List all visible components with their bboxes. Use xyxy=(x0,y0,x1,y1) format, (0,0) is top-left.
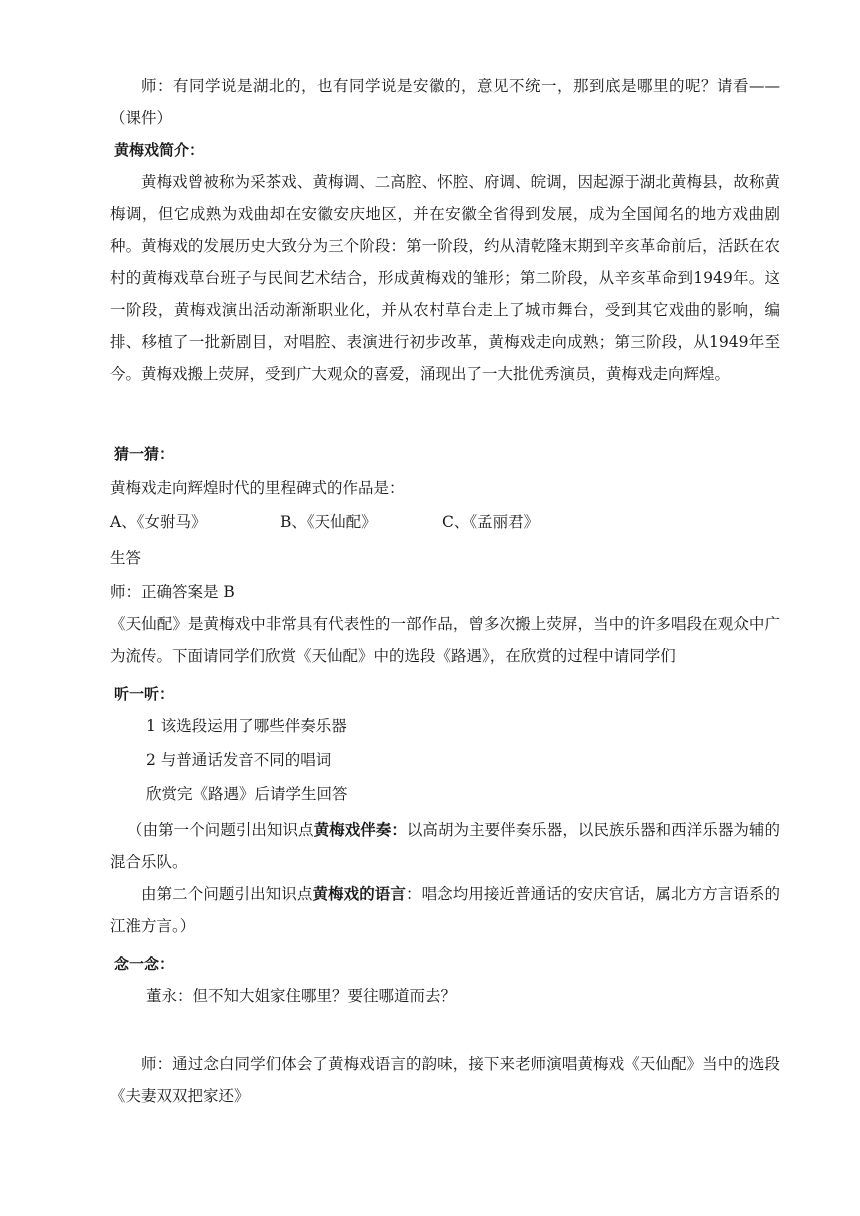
listen-question-1: 1 该选段运用了哪些伴奏乐器 xyxy=(146,717,347,735)
closing-paragraph: 师：通过念白同学们体会了黄梅戏语言的韵味，接下来老师演唱黄梅戏《天仙配》当中的选段《夫妻双双把家还》 xyxy=(110,1055,780,1105)
heading-introduction: 黄梅戏简介： xyxy=(114,141,205,159)
choice-c: C、《孟丽君》 xyxy=(442,513,540,531)
keypoint-language: 黄梅戏的语言 xyxy=(312,885,406,903)
tianxianpei-paragraph: 《天仙配》是黄梅戏中非常具有代表性的一部作品，曾多次搬上荧屏，当中的许多唱段在观众中广为流传。下面请同学们欣赏《天仙配》中的选段《路遇》，在欣赏的过程中请同学们 xyxy=(110,615,780,665)
heading-recite: 念一念： xyxy=(114,955,175,973)
recite-line: 董永：但不知大姐家住哪里？要往哪道而去？ xyxy=(146,987,457,1005)
heading-guess: 猜一猜： xyxy=(114,445,175,463)
guess-question: 黄梅戏走向辉煌时代的里程碑式的作品是： xyxy=(110,479,405,497)
choice-b: B、《天仙配》 xyxy=(280,513,377,531)
choice-a: A、《女驸马》 xyxy=(110,513,207,531)
choice-list xyxy=(110,506,780,538)
introduction-body: 黄梅戏曾被称为采茶戏、黄梅调、二高腔、怀腔、府调、皖调，因起源于湖北黄梅县，故称黄梅调，但它成熟为戏曲却在安徽安庆地区，并在安徽全省得到发展，成为全国闻名的地方戏曲剧种。黄梅戏的发展历史大致分为三个阶段：第一阶段，约从清乾隆末期到辛亥革命前后，活跃在农村的黄梅戏草台班子与民间艺术结合，形成黄梅戏的雏形；第二阶段，从辛亥革命到1949年。这一阶段，黄梅戏演出活动渐渐职业化，并从农村草台走上了城市舞台，受到其它戏曲的影响，编排、移植了一批新剧目，对唱腔、表演进行初步改革，黄梅戏走向成熟；第三阶段，从1949年至今。黄梅戏搬上荧屏，受到广大观众的喜爱，涌现出了一大批优秀演员，黄梅戏走向辉煌。 xyxy=(110,173,780,383)
keypoint-accompaniment: 黄梅戏伴奏： xyxy=(313,821,407,839)
listen-question-2: 2 与普通话发音不同的唱词 xyxy=(146,751,332,769)
teacher-answer: 师：正确答案是 B xyxy=(110,583,235,601)
student-answer-label: 生答 xyxy=(110,549,142,567)
language-note: 由第二个问题引出知识点黄梅戏的语言：唱念均用接近普通话的安庆官话，属北方方言语系的江淮方言。） xyxy=(110,885,780,935)
accompaniment-note: （由第一个问题引出知识点黄梅戏伴奏：以高胡为主要伴奏乐器，以民族乐器和西洋乐器为辅的混合乐队。 xyxy=(110,821,780,871)
after-listening-instruction: 欣赏完《路遇》后请学生回答 xyxy=(146,785,348,803)
intro-paragraph: 师：有同学说是湖北的，也有同学说是安徽的，意见不统一，那到底是哪里的呢？请看——（课件） xyxy=(110,77,780,127)
heading-listen: 听一听： xyxy=(114,685,175,703)
